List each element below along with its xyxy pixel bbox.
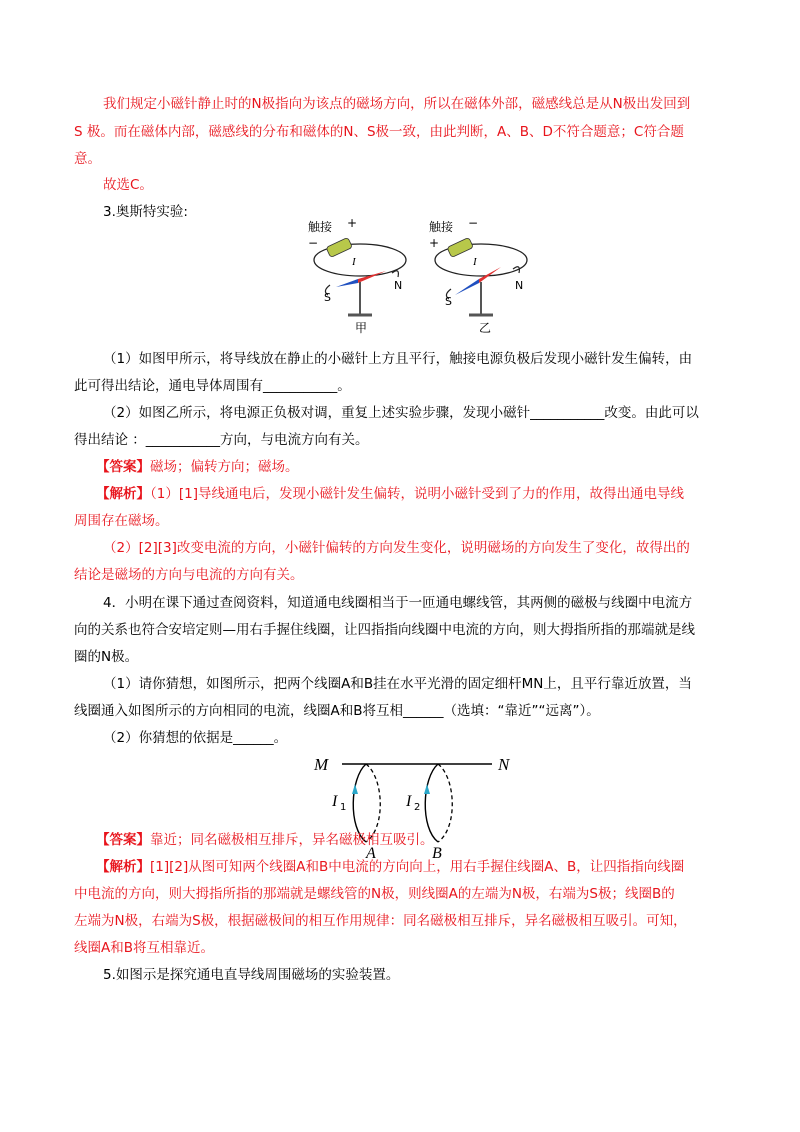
sign-side: − bbox=[308, 236, 319, 250]
rod-end-n: N bbox=[498, 755, 510, 774]
question-text: （2）如图乙所示，将电源正负极对调，重复上述实验步骤，发现小磁针___________改变。由此可以 bbox=[103, 405, 699, 421]
current-subscript: 2 bbox=[414, 802, 421, 813]
answer-tag: 【答案】 bbox=[96, 832, 150, 848]
current-arrow-icon bbox=[352, 784, 358, 794]
question-text: 线圈通入如图所示的方向相同的电流，线圈A和B将互相______（选填：“靠近”“远离”）。 bbox=[74, 703, 600, 719]
analysis-line: 意。 bbox=[74, 151, 101, 167]
answer-tag: 【答案】 bbox=[96, 459, 150, 475]
coil-a-label: A bbox=[366, 845, 376, 860]
rod-end-m: M bbox=[314, 755, 329, 774]
analysis-line: 结论是磁场的方向与电流的方向有关。 bbox=[74, 567, 304, 583]
question-text: （1）如图甲所示，将导线放在静止的小磁针上方且平行，触接电源负极后发现小磁针发生偏转，由 bbox=[103, 351, 693, 367]
choice-line: 故选C。 bbox=[103, 177, 153, 193]
question-text: 此可得出结论，通电导体周围有___________。 bbox=[74, 378, 351, 394]
touch-label: 触接 bbox=[429, 220, 454, 234]
needle-blue bbox=[336, 279, 358, 287]
n-pole-label: N bbox=[394, 279, 403, 292]
n-pole-label: N bbox=[515, 279, 524, 292]
current-label-i1: I bbox=[332, 793, 338, 810]
battery-icon bbox=[447, 237, 473, 257]
oersted-left-diagram bbox=[308, 216, 406, 335]
analysis-line: （2）[2][3]改变电流的方向，小磁针偏转的方向发生变化，说明磁场的方向发生了变化，故得出的 bbox=[103, 540, 690, 556]
oersted-right-diagram bbox=[429, 216, 527, 335]
question-text: 得出结论 ：___________方向，与电流方向有关。 bbox=[74, 432, 369, 448]
s-pole-label: S bbox=[445, 295, 452, 308]
answer-line bbox=[96, 458, 299, 476]
analysis-line: 左端为N极，右端为S极，根据磁极间的相互作用规律：同名磁极相互排斥，异名磁极相互吸引。可知， bbox=[74, 913, 687, 929]
caption-jia: 甲 bbox=[355, 321, 368, 335]
current-label-i2: I bbox=[406, 793, 412, 810]
question-text: （2）你猜想的依据是______。 bbox=[103, 730, 288, 746]
sign-side: + bbox=[429, 236, 440, 250]
coil-b-label: B bbox=[432, 845, 442, 860]
s-pole-label: S bbox=[324, 291, 331, 304]
analysis-line: 【解析】[1][2]从图可知两个线圈A和B中电流的方向向上，用右手握住线圈A、B，让四指指向线圈 bbox=[96, 859, 685, 875]
analysis-line: 线圈A和B将互相靠近。 bbox=[74, 940, 214, 956]
current-label: I bbox=[352, 256, 356, 268]
coil-b-back bbox=[438, 764, 452, 842]
analysis-line: 中电流的方向，则大拇指所指的那端就是螺线管的N极，则线圈A的左端为N极，右端为S极；线圈B的 bbox=[74, 886, 675, 902]
current-subscript: 1 bbox=[340, 802, 347, 813]
analysis-tag: 【解析】 bbox=[96, 859, 150, 875]
question-3-title: 3.奥斯特实验: bbox=[103, 204, 188, 220]
analysis-line: 周围存在磁场。 bbox=[74, 513, 169, 529]
answer-text: 靠近；同名磁极相互排斥，异名磁极相互吸引。 bbox=[150, 832, 434, 848]
oersted-experiment-figure bbox=[300, 215, 540, 335]
question-4-text: 4．小明在课下通过查阅资料，知道通电线圈相当于一匝通电螺线管，其两侧的磁极与线圈中电流方 bbox=[103, 595, 693, 611]
sign-top: − bbox=[468, 216, 479, 230]
answer-text: 磁场；偏转方向；磁场。 bbox=[150, 459, 299, 475]
analysis-tag: 【解析】 bbox=[96, 486, 150, 502]
question-4-text: 向的关系也符合安培定则—用右手握住线圈，让四指指向线圈中电流的方向，则大拇指所指的那端就是线 bbox=[74, 622, 695, 638]
question-5-title: 5.如图示是探究通电直导线周围磁场的实验装置。 bbox=[103, 967, 400, 983]
battery-icon bbox=[326, 237, 352, 257]
caption-yi: 乙 bbox=[479, 321, 492, 335]
touch-label: 触接 bbox=[308, 220, 333, 234]
current-arrow-icon bbox=[424, 784, 430, 794]
rotation-arrow-icon bbox=[392, 271, 398, 277]
sign-top: + bbox=[347, 216, 358, 230]
question-text: （1）请你猜想，如图所示，把两个线圈A和B挂在水平光滑的固定细杆MN上，且平行靠近放置，当 bbox=[103, 676, 692, 692]
needle-blue bbox=[455, 279, 479, 295]
question-4-text: 圈的N极。 bbox=[74, 649, 139, 665]
analysis-line: 【解析】（1）[1]导线通电后，发现小磁针发生偏转，说明小磁针受到了力的作用，故得出通电导线 bbox=[96, 486, 684, 502]
needle-red bbox=[358, 271, 386, 283]
current-label: I bbox=[473, 256, 477, 268]
analysis-line: S 极。而在磁体内部，磁感线的分布和磁体的N、S极一致，由此判断，A、B、D不符合题意；C符合题 bbox=[74, 124, 684, 140]
analysis-line: 我们规定小磁针静止时的N极指向为该点的磁场方向，所以在磁体外部，磁感线总是从N极出发回到 bbox=[103, 96, 691, 112]
answer-line bbox=[96, 831, 434, 849]
